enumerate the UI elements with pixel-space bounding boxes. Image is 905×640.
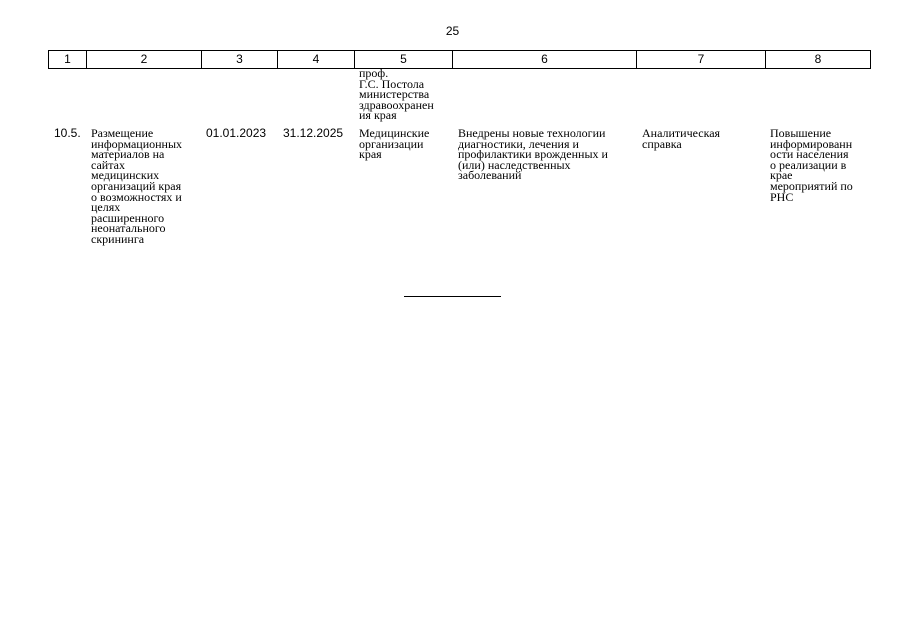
column-header-7: 7 [637,51,766,69]
column-header-4: 4 [278,51,355,69]
column-header-row [48,50,871,69]
row-number: 10.5. [54,126,81,140]
column-header-6: 6 [453,51,637,69]
start-date-cell: 01.01.2023 [206,126,267,140]
activity-cell: Размещение информационных материалов на сайтах медицинских организаций края о возможностях и целях расширенного неонатального скрининга [91,126,183,246]
column-header-1: 1 [49,51,87,69]
indicator-cell: Повышение информированн ости населения о реализации в крае мероприятий по РНС [770,126,853,204]
executor-cell: Медицинские организации края [359,126,430,162]
column-header-5: 5 [355,51,453,69]
page-number: 25 [445,24,460,38]
column-header-8: 8 [766,51,871,69]
report-form-cell: Аналитическая справка [642,126,721,151]
end-date-cell: 31.12.2025 [283,126,344,140]
column-header-2: 2 [87,51,202,69]
end-of-document-line [404,296,501,297]
continuation-executor: проф. Г.С. Постола министерства здравоохранен ия края [359,66,434,123]
column-header-3: 3 [202,51,278,69]
result-cell: Внедрены новые технологии диагностики, лечения и профилактики врожденных и (или) наследственных заболеваний [458,126,608,183]
